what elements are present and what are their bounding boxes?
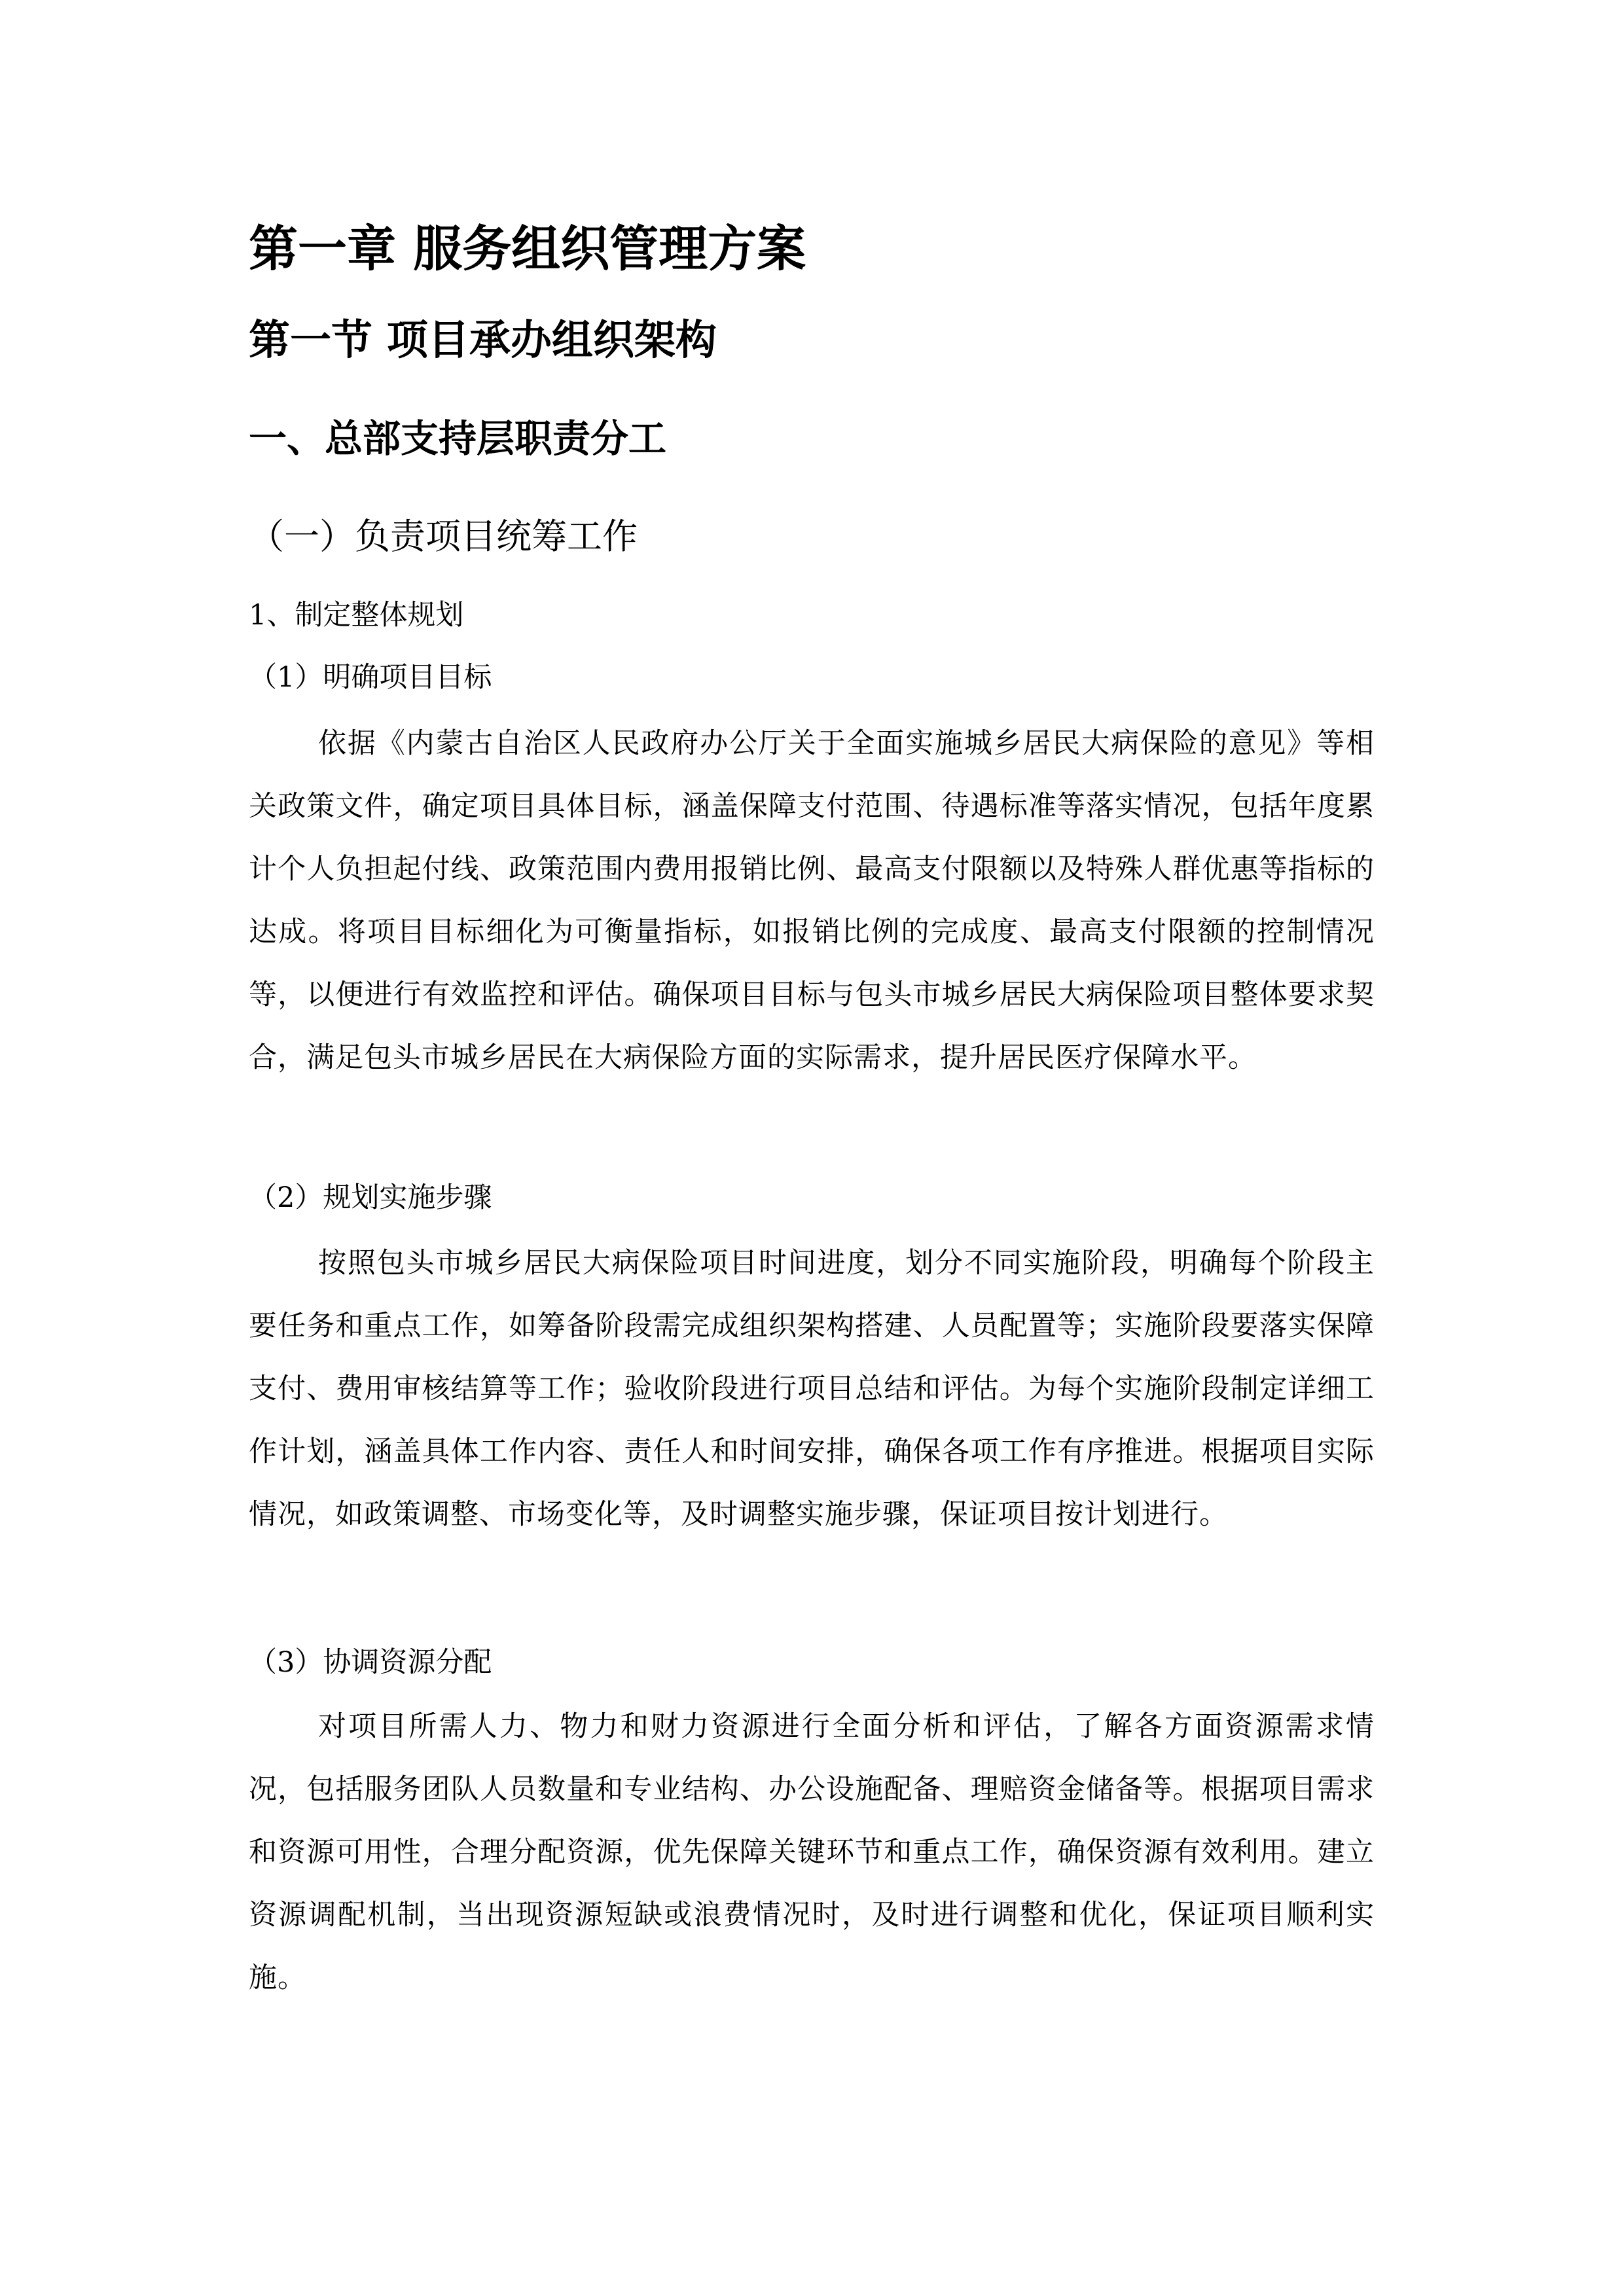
- part-title: （一）负责项目统筹工作: [249, 516, 638, 557]
- subitem-2-paragraph: 按照包头市城乡居民大病保险项目时间进度，划分不同实施阶段，明确每个阶段主要任务和重点工作，如筹备阶段需完成组织架构搭建、人员配置等；实施阶段要落实保障支付、费用审核结算等工作；验收阶段进行项目总结和评估。为每个实施阶段制定详细工作计划，涵盖具体工作内容、责任人和时间安排，确保各项工作有序推进。根据项目实际情况，如政策调整、市场变化等，及时调整实施步骤，保证项目按计划进行。: [249, 1247, 1375, 1531]
- subitem-1-paragraph: 依据《内蒙古自治区人民政府办公厅关于全面实施城乡居民大病保险的意见》等相关政策文件，确定项目具体目标，涵盖保障支付范围、待遇标准等落实情况，包括年度累计个人负担起付线、政策范围内费用报销比例、最高支付限额以及特殊人群优惠等指标的达成。将项目目标细化为可衡量指标，如报销比例的完成度、最高支付限额的控制情况等，以便进行有效监控和评估。确保项目目标与包头市城乡居民大病保险项目整体要求契合，满足包头市城乡居民在大病保险方面的实际需求，提升居民医疗保障水平。: [249, 727, 1375, 1074]
- subitem-3-paragraph: 对项目所需人力、物力和财力资源进行全面分析和评估，了解各方面资源需求情况，包括服务团队人员数量和专业结构、办公设施配备、理赔资金储备等。根据项目需求和资源可用性，合理分配资源，优先保障关键环节和重点工作，确保资源有效利用。建立资源调配机制，当出现资源短缺或浪费情况时，及时进行调整和优化，保证项目顺利实施。: [249, 1710, 1375, 1994]
- chapter-title: 第一章 服务组织管理方案: [249, 220, 806, 278]
- subitem-3-title: （3）协调资源分配: [249, 1646, 492, 1679]
- item-title: 1、制定整体规划: [249, 599, 464, 632]
- subitem-2-title: （2）规划实施步骤: [249, 1181, 492, 1214]
- section-title: 第一节 项目承办组织架构: [249, 316, 717, 364]
- subsection-title: 一、总部支持层职责分工: [249, 416, 667, 461]
- subitem-1-title: （1）明确项目目标: [249, 661, 492, 694]
- document-page: [249, 0, 1375, 2296]
